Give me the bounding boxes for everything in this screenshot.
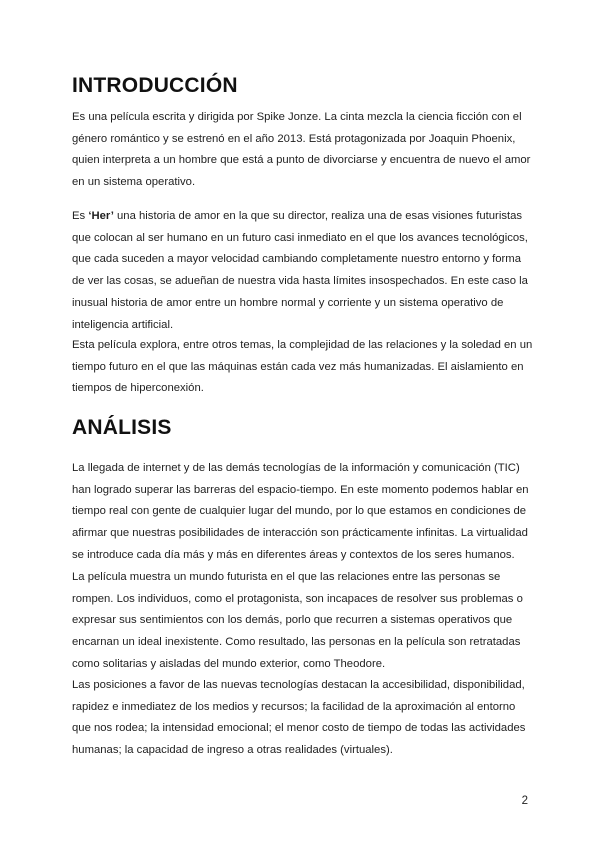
analisis-paragraph-2: La película muestra un mundo futurista en el que las relaciones entre las personas se rompen. Los individuos, como el protagonista, son incapaces de resolver sus problemas o expresar sus sentimientos con los demás, porlo que recurren a sistemas operativos que encarnan un ideal inexistente. Como resultado, las personas en la película son retratadas como solitarias y aisladas del mundo exterior, como Theodore. bbox=[72, 571, 523, 670]
page-number: 2 bbox=[521, 795, 528, 807]
analisis-paragraph-3: Las posiciones a favor de las nuevas tecnologías destacan la accesibilidad, disponibilidad, rapidez e inmediatez de los medios y recursos; la facilidad de la aproximación al entorno que nos rodea; la intensidad emocional; el menor costo de tiempo de todas las actividades humanas; la capacidad de ingreso a otras realidades (virtuales). bbox=[72, 679, 526, 757]
heading-introduccion: INTRODUCCIÓN bbox=[72, 74, 238, 97]
heading-analisis: ANÁLISIS bbox=[72, 416, 172, 439]
film-title-her: ‘Her’ bbox=[88, 210, 114, 222]
intro-paragraph-2-rest: una historia de amor en la que su director, realiza una de esas visiones futuristas que colocan al ser humano en un futuro casi inmediato en el que los avances tecnológicos, que cada suceden a mayor velocidad cambiando completamente nuestro entorno y forma de ver las cosas, se adueñan de nuestra vida hasta límites insospechados. En este caso la inusual historia de amor entre un hombre normal y corriente y un sistema operativo de inteligencia artificial. bbox=[72, 210, 528, 331]
intro-paragraph-3: Esta película explora, entre otros temas, la complejidad de las relaciones y la soledad en un tiempo futuro en el que las máquinas están cada vez más humanizadas. El aislamiento en tiempos de hiperconexión. bbox=[72, 339, 533, 395]
intro-paragraph-2 bbox=[72, 206, 534, 336]
analisis-paragraph-1: La llegada de internet y de las demás tecnologías de la información y comunicación (TIC) han logrado superar las barreras del espacio-tiempo. En este momento podemos hablar en tiempo real con gente de cualquier lugar del mundo, por lo que estamos en condiciones de afirmar que nuestras posibilidades de interacción son prácticamente infinitas. La virtualidad se introduce cada día más y más en diferentes áreas y contextos de los seres humanos. bbox=[72, 462, 529, 561]
intro-paragraph-1: Es una película escrita y dirigida por Spike Jonze. La cinta mezcla la ciencia ficción con el género romántico y se estrenó en el año 2013. Está protagonizada por Joaquin Phoenix, quien interpreta a un hombre que está a punto de divorciarse y encuentra de nuevo el amor en un sistema operativo. bbox=[72, 111, 531, 189]
intro-paragraph-2-prefix: Es bbox=[72, 210, 89, 222]
